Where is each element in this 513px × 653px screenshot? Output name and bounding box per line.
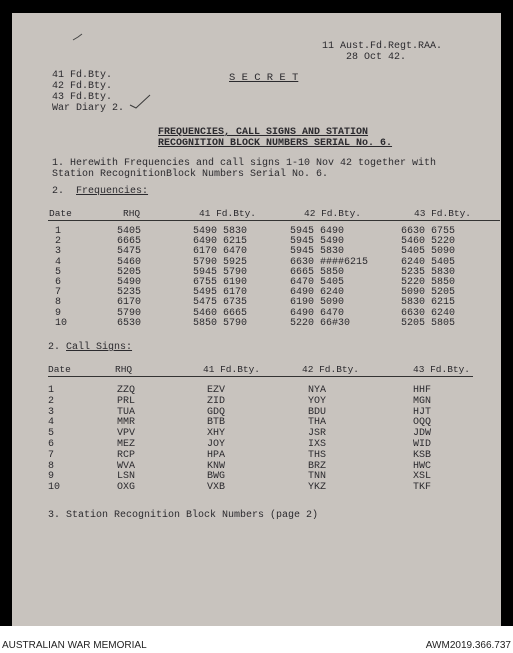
intro-line1: 1. Herewith Frequencies and call signs 1-10 Nov 42 together with	[52, 158, 437, 169]
cs-cell-rhq: VPV	[117, 428, 136, 440]
freq-cell-rhq: 5235	[117, 287, 142, 299]
cs-cell-date: 5	[48, 428, 55, 440]
freq-cell-date: 3	[55, 246, 62, 258]
freq-cell-date: 8	[55, 297, 62, 309]
freq-cell-b42: 6490 6240	[290, 287, 345, 299]
station-block-line: 3. Station Recognition Block Numbers (page 2)	[48, 510, 319, 521]
freq-cell-rhq: 5490	[117, 277, 142, 288]
freq-cell-b43: 5205 5805	[401, 317, 456, 329]
addressee-43: 43 Fd.Bty.	[52, 92, 113, 103]
unit-line: 11 Aust.Fd.Regt.RAA.	[322, 41, 443, 52]
cs-cell-b41: GDQ	[207, 406, 226, 418]
cs-cell-b41: BTB	[207, 417, 226, 429]
freq-cell-b43: 5830 6215	[401, 297, 456, 309]
cs-cell-b43: HWC	[413, 460, 432, 472]
freq-cell-date: 7	[55, 287, 62, 299]
cs-col-date: Date	[48, 364, 71, 375]
cs-cell-date: 6	[48, 439, 55, 450]
footer-credit: AUSTRALIAN WAR MEMORIAL	[2, 640, 147, 651]
archive-footer	[0, 626, 513, 653]
freq-cell-date: 5	[55, 266, 62, 278]
footer-accession-number: AWM2019.366.737	[425, 640, 511, 651]
cs-cell-date: 8	[48, 460, 55, 472]
cs-cell-date: 1	[48, 385, 55, 396]
addressee-war-diary: War Diary 2.	[52, 103, 125, 114]
freq-cell-b41: 5490 5830	[193, 226, 248, 237]
freq-cell-b43: 6240 5405	[401, 256, 456, 268]
cs-cell-rhq: PRL	[117, 395, 136, 407]
freq-cell-b42: 6630 ####6215	[290, 256, 369, 268]
freq-cell-date: 2	[55, 236, 62, 248]
freq-cell-date: 4	[55, 256, 62, 268]
freq-header-rule	[48, 220, 500, 221]
cs-cell-b43: KSB	[413, 449, 432, 461]
freq-cell-b42: 6190 5090	[290, 297, 345, 309]
cs-cell-b42: IXS	[308, 439, 327, 450]
cs-cell-b42: NYA	[308, 385, 327, 396]
freq-cell-b41: 5790 5925	[193, 256, 248, 268]
freq-cell-b43: 5235 5830	[401, 266, 456, 278]
document-date: 28 Oct 42.	[346, 52, 407, 63]
cs-cell-b41: XHY	[207, 428, 226, 440]
cs-cell-b43: WID	[413, 439, 432, 450]
cs-cell-b42: THS	[308, 449, 327, 461]
cs-cell-rhq: TUA	[117, 406, 136, 418]
freq-col-43: 43 Fd.Bty.	[414, 208, 472, 219]
freq-cell-b41: 5495 6170	[193, 287, 248, 299]
freq-cell-b42: 6665 5850	[290, 266, 345, 278]
cs-cell-b42: YKZ	[308, 482, 327, 494]
cs-cell-rhq: WVA	[117, 460, 136, 472]
cs-cell-b41: HPA	[207, 449, 226, 461]
freq-cell-date: 1	[55, 226, 62, 237]
cs-cell-b43: JDW	[413, 428, 432, 440]
pencil-tick-mark	[128, 93, 152, 109]
freq-cell-b43: 5090 5205	[401, 287, 456, 299]
freq-cell-b41: 6490 6215	[193, 236, 248, 248]
cs-cell-b43: MGN	[413, 395, 432, 407]
cs-col-41: 41 Fd.Bty.	[203, 364, 261, 375]
cs-cell-b41: EZV	[207, 385, 226, 396]
cs-cell-b43: TKF	[413, 482, 432, 494]
cs-col-42: 42 Fd.Bty.	[302, 364, 360, 375]
freq-col-42: 42 Fd.Bty.	[304, 208, 362, 219]
freq-cell-b42: 5945 5490	[290, 236, 345, 248]
frequencies-heading: 2. Frequencies:	[52, 186, 149, 197]
cs-cell-rhq: MEZ	[117, 439, 136, 450]
doc-title-line1: FREQUENCIES, CALL SIGNS AND STATION	[158, 127, 369, 138]
freq-cell-b43: 5405 5090	[401, 246, 456, 258]
freq-cell-b43: 5460 5220	[401, 236, 456, 248]
freq-cell-rhq: 5790	[117, 307, 142, 319]
freq-cell-b41: 5945 5790	[193, 266, 248, 278]
cs-cell-date: 2	[48, 395, 55, 407]
freq-cell-b43: 6630 6755	[401, 226, 456, 237]
freq-cell-b42: 6490 6470	[290, 307, 345, 319]
freq-cell-b43: 6630 6240	[401, 307, 456, 319]
cs-cell-b41: JOY	[207, 439, 226, 450]
cs-cell-date: 10	[48, 482, 61, 494]
cs-col-43: 43 Fd.Bty.	[413, 364, 471, 375]
cs-cell-b42: BDU	[308, 406, 327, 418]
cs-cell-b42: THA	[308, 417, 327, 429]
cs-cell-date: 9	[48, 471, 55, 483]
freq-cell-date: 10	[55, 317, 68, 329]
secret-marking: S E C R E T	[229, 72, 299, 84]
cs-col-rhq: RHQ	[115, 364, 133, 375]
freq-cell-b41: 6755 6190	[193, 277, 248, 288]
freq-cell-rhq: 5405	[117, 226, 142, 237]
intro-line2: Station RecognitionBlock Numbers Serial No. 6.	[52, 169, 329, 180]
freq-cell-rhq: 6665	[117, 236, 142, 248]
cs-cell-b42: YOY	[308, 395, 327, 407]
freq-col-date: Date	[49, 208, 72, 219]
freq-col-41: 41 Fd.Bty.	[199, 208, 257, 219]
freq-cell-b41: 5850 5790	[193, 317, 248, 329]
cs-cell-b42: JSR	[308, 428, 327, 440]
cs-cell-rhq: LSN	[117, 471, 136, 483]
freq-cell-rhq: 5475	[117, 246, 142, 258]
cs-cell-b43: XSL	[413, 471, 432, 483]
cs-cell-b42: BRZ	[308, 460, 327, 472]
addressee-42: 42 Fd.Bty.	[52, 81, 113, 92]
cs-cell-b41: BWG	[207, 471, 226, 483]
freq-cell-b42: 5220 66#30	[290, 317, 351, 329]
freq-cell-b42: 5945 6490	[290, 226, 345, 237]
freq-cell-date: 9	[55, 307, 62, 319]
cs-cell-b43: HJT	[413, 406, 432, 418]
freq-cell-rhq: 6530	[117, 317, 142, 329]
cs-cell-rhq: MMR	[117, 417, 136, 429]
freq-cell-b41: 5460 6665	[193, 307, 248, 319]
cs-cell-rhq: ZZQ	[117, 385, 136, 396]
cs-cell-date: 4	[48, 417, 55, 429]
cs-cell-rhq: RCP	[117, 449, 136, 461]
freq-cell-b42: 5945 5830	[290, 246, 345, 258]
doc-title-line2: RECOGNITION BLOCK NUMBERS SERIAL No. 6.	[158, 138, 393, 149]
cs-cell-b42: TNN	[308, 471, 327, 483]
freq-cell-date: 6	[55, 277, 62, 288]
freq-col-rhq: RHQ	[123, 208, 141, 219]
cs-cell-date: 7	[48, 449, 55, 461]
cs-cell-b43: HHF	[413, 385, 432, 396]
freq-cell-rhq: 5460	[117, 256, 142, 268]
cs-cell-b41: ZID	[207, 395, 226, 407]
cs-cell-b41: KNW	[207, 460, 226, 472]
call-signs-heading: 2. Call Signs:	[48, 342, 133, 353]
freq-cell-b43: 5220 5850	[401, 277, 456, 288]
cs-cell-b41: VXB	[207, 482, 226, 494]
freq-cell-b41: 5475 6735	[193, 297, 248, 309]
pencil-mark	[72, 32, 84, 42]
freq-cell-b42: 6470 5405	[290, 277, 345, 288]
freq-cell-rhq: 6170	[117, 297, 142, 309]
cs-cell-rhq: OXG	[117, 482, 136, 494]
cs-cell-date: 3	[48, 406, 55, 418]
freq-cell-rhq: 5205	[117, 266, 142, 278]
freq-cell-b41: 6170 6470	[193, 246, 248, 258]
cs-header-rule	[48, 376, 473, 377]
addressee-41: 41 Fd.Bty.	[52, 70, 113, 81]
cs-cell-b43: OQQ	[413, 417, 432, 429]
